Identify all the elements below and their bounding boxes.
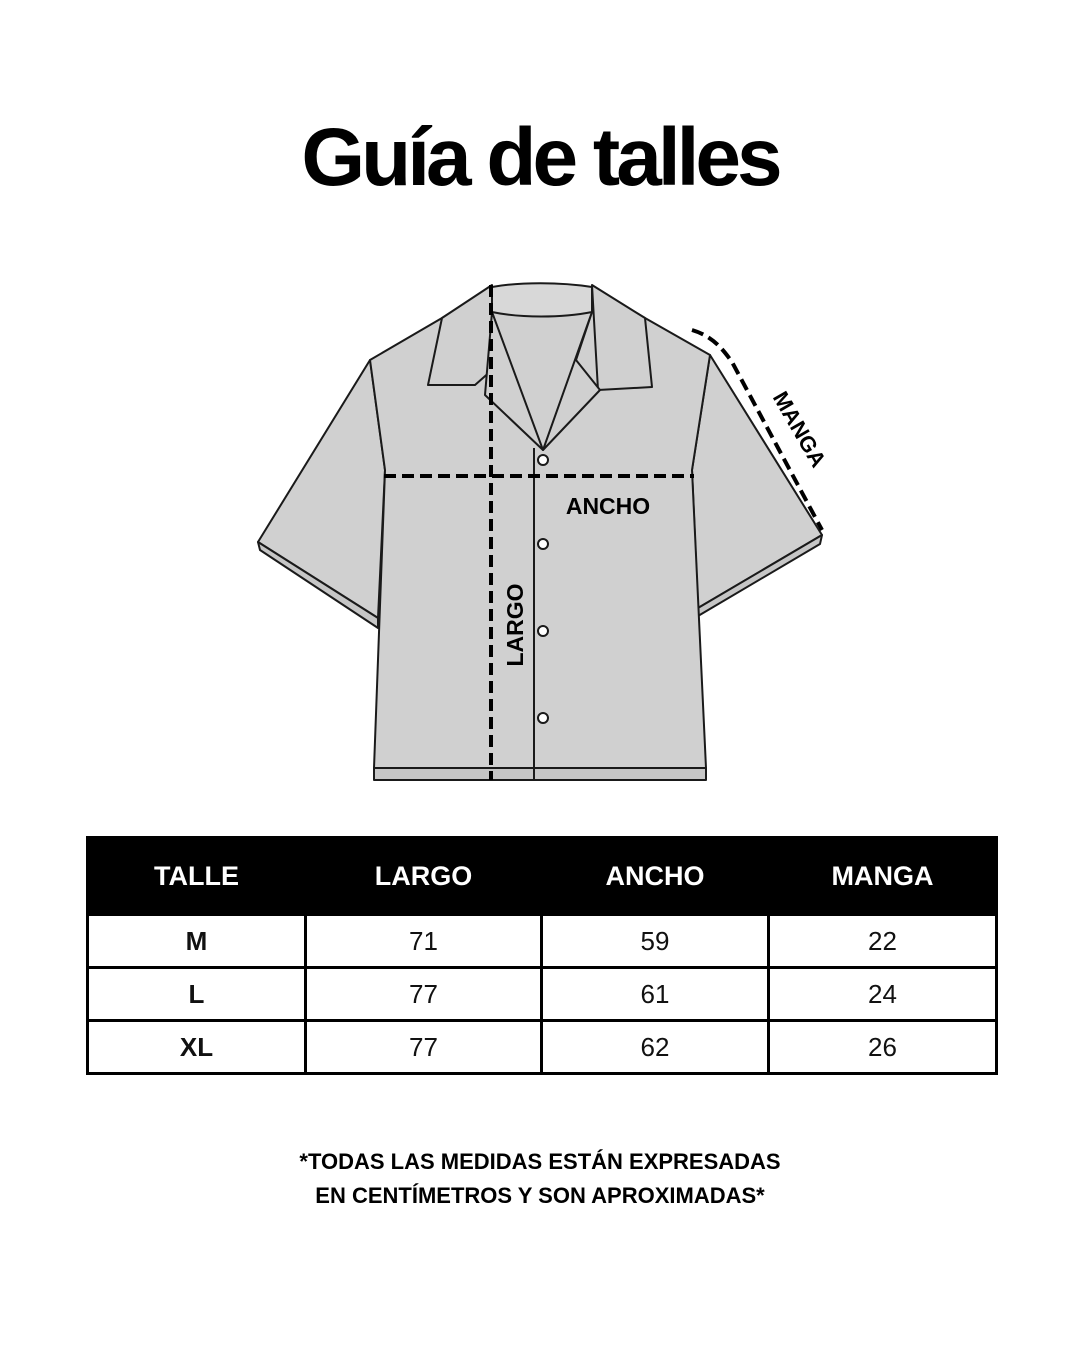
manga-cell: 24	[769, 968, 997, 1021]
note-line-1: *TODAS LAS MEDIDAS ESTÁN EXPRESADAS	[299, 1149, 781, 1174]
manga-cell: 22	[769, 915, 997, 968]
manga-cell: 26	[769, 1021, 997, 1074]
header-manga: MANGA	[769, 838, 997, 915]
left-sleeve	[258, 360, 385, 618]
header-ancho: ANCHO	[542, 838, 769, 915]
table-header-row	[88, 838, 997, 915]
left-collar	[428, 285, 492, 385]
largo-cell: 77	[306, 1021, 542, 1074]
ancho-cell: 59	[542, 915, 769, 968]
shirt-body	[370, 287, 710, 768]
button-3	[538, 626, 548, 636]
header-largo: LARGO	[306, 838, 542, 915]
size-cell: L	[88, 968, 306, 1021]
largo-cell: 77	[306, 968, 542, 1021]
right-collar	[592, 285, 652, 390]
size-cell: M	[88, 915, 306, 968]
button-1	[538, 455, 548, 465]
ancho-label: ANCHO	[565, 493, 651, 519]
manga-label: MANGA	[767, 387, 832, 472]
largo-cell: 71	[306, 915, 542, 968]
ancho-cell: 61	[542, 968, 769, 1021]
note-line-2: EN CENTÍMETROS Y SON APROXIMADAS*	[315, 1183, 765, 1208]
shirt-hem	[374, 768, 706, 780]
size-table	[86, 836, 998, 1075]
shirt-illustration	[258, 283, 822, 780]
ancho-cell: 62	[542, 1021, 769, 1074]
collar-back	[492, 283, 592, 316]
largo-label: LARGO	[502, 583, 528, 667]
table-row	[88, 1021, 997, 1074]
right-sleeve	[692, 355, 822, 608]
size-cell: XL	[88, 1021, 306, 1074]
measurement-note	[0, 1145, 1080, 1213]
page-title: Guía de talles	[301, 112, 779, 203]
table-row	[88, 915, 997, 968]
button-2	[538, 539, 548, 549]
button-4	[538, 713, 548, 723]
table-row	[88, 968, 997, 1021]
header-talle: TALLE	[88, 838, 306, 915]
